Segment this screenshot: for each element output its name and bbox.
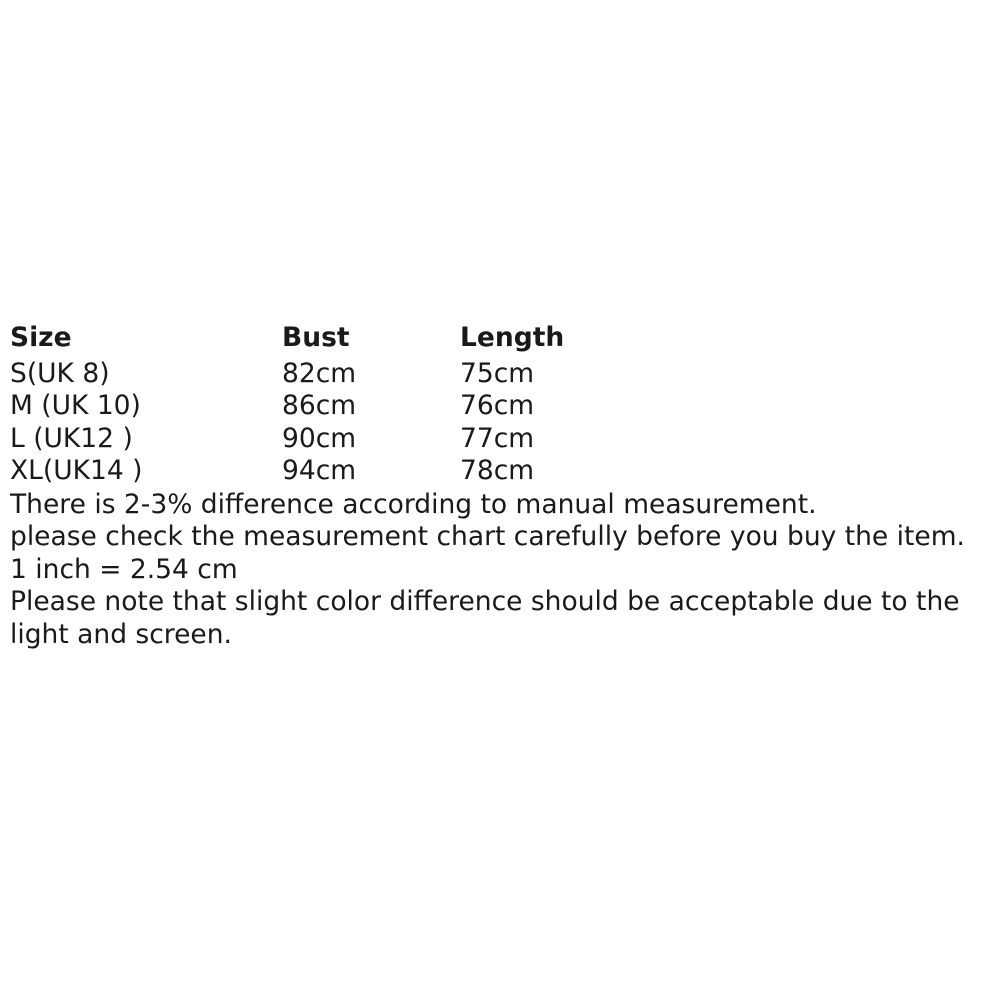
- table-row: [10, 358, 660, 391]
- cell-length: 75cm: [460, 357, 535, 389]
- cell-bust: 86cm: [282, 390, 357, 421]
- note-manual-measurement: There is 2-3% difference according to manual measurement.: [10, 488, 817, 520]
- table-row: [10, 455, 660, 488]
- column-header-size: Size: [10, 322, 72, 353]
- cell-bust: 82cm: [282, 357, 357, 389]
- cell-size: XL(UK14 ): [10, 455, 143, 486]
- table-row: [10, 390, 660, 423]
- cell-size: M (UK 10): [10, 390, 141, 421]
- note-color-difference: Please note that slight color difference should be acceptable due to the light and screen.: [10, 586, 960, 650]
- cell-size: L (UK12 ): [10, 422, 133, 454]
- table-row: [10, 423, 660, 456]
- cell-length: 76cm: [460, 390, 535, 421]
- cell-size: S(UK 8): [10, 357, 110, 389]
- measurement-notes: [10, 489, 1002, 652]
- size-chart-content: [10, 322, 1002, 651]
- size-chart-table: [10, 322, 660, 488]
- note-check-chart: please check the measurement chart carefully before you buy the item.: [10, 521, 965, 552]
- cell-bust: 94cm: [282, 455, 357, 486]
- column-header-bust: Bust: [282, 322, 350, 353]
- cell-bust: 90cm: [282, 422, 357, 454]
- note-inch-conversion: 1 inch = 2.54 cm: [10, 553, 238, 585]
- column-header-length: Length: [460, 322, 565, 353]
- table-header-row: [10, 322, 660, 358]
- cell-length: 77cm: [460, 422, 535, 454]
- cell-length: 78cm: [460, 455, 535, 486]
